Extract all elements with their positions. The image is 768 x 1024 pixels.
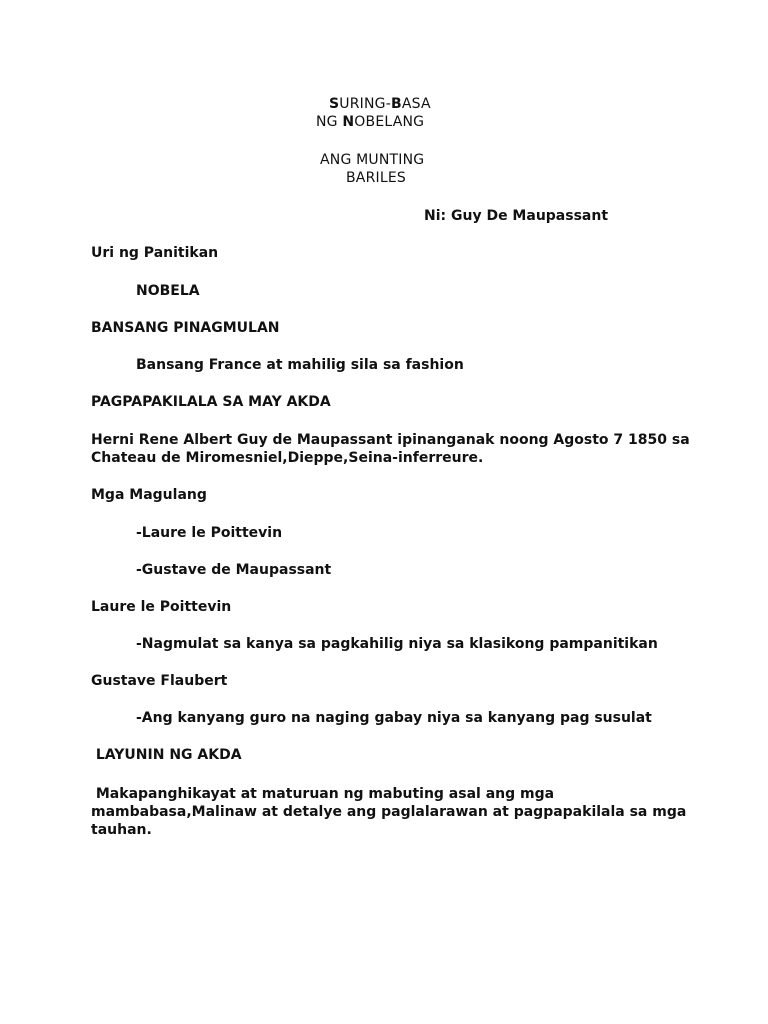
bansa-value: Bansang France at mahilig sila sa fashion (136, 357, 464, 373)
flaubert-heading: Gustave Flaubert (91, 673, 228, 689)
magulang-heading: Mga Magulang (91, 487, 207, 503)
layunin-heading: LAYUNIN NG AKDA (91, 747, 242, 763)
title-line-2: NG NOBELANG (316, 114, 425, 130)
uri-value: NOBELA (136, 283, 200, 299)
pagpapakilala-heading: PAGPAPAKILALA SA MAY AKDA (91, 394, 331, 410)
magulang-item-2: -Gustave de Maupassant (136, 562, 332, 578)
bansa-heading: BANSANG PINAGMULAN (91, 320, 280, 336)
pagpapakilala-text: Herni Rene Albert Guy de Maupassant ipinanganak noong Agosto 7 1850 sa Chateau de Miromesniel,Dieppe,Seina-inferreure. (91, 432, 690, 466)
title-line-3: ANG MUNTING (320, 152, 425, 168)
laure-heading: Laure le Poittevin (91, 599, 232, 615)
flaubert-text: -Ang kanyang guro na naging gabay niya sa kanyang pag susulat (136, 710, 652, 726)
laure-text: -Nagmulat sa kanya sa pagkahilig niya sa klasikong pampanitikan (136, 636, 658, 652)
uri-heading: Uri ng Panitikan (91, 245, 219, 261)
title-line-1: SURING-BASA (329, 96, 431, 112)
layunin-text: Makapanghikayat at maturuan ng mabuting asal ang mga mambabasa,Malinaw at detalye ang paglalarawan at pagpapakilala sa mga tauhan. (91, 786, 692, 838)
title-line-4: BARILES (346, 170, 406, 186)
magulang-item-1: -Laure le Poittevin (136, 525, 283, 541)
author-line: Ni: Guy De Maupassant (424, 208, 609, 224)
